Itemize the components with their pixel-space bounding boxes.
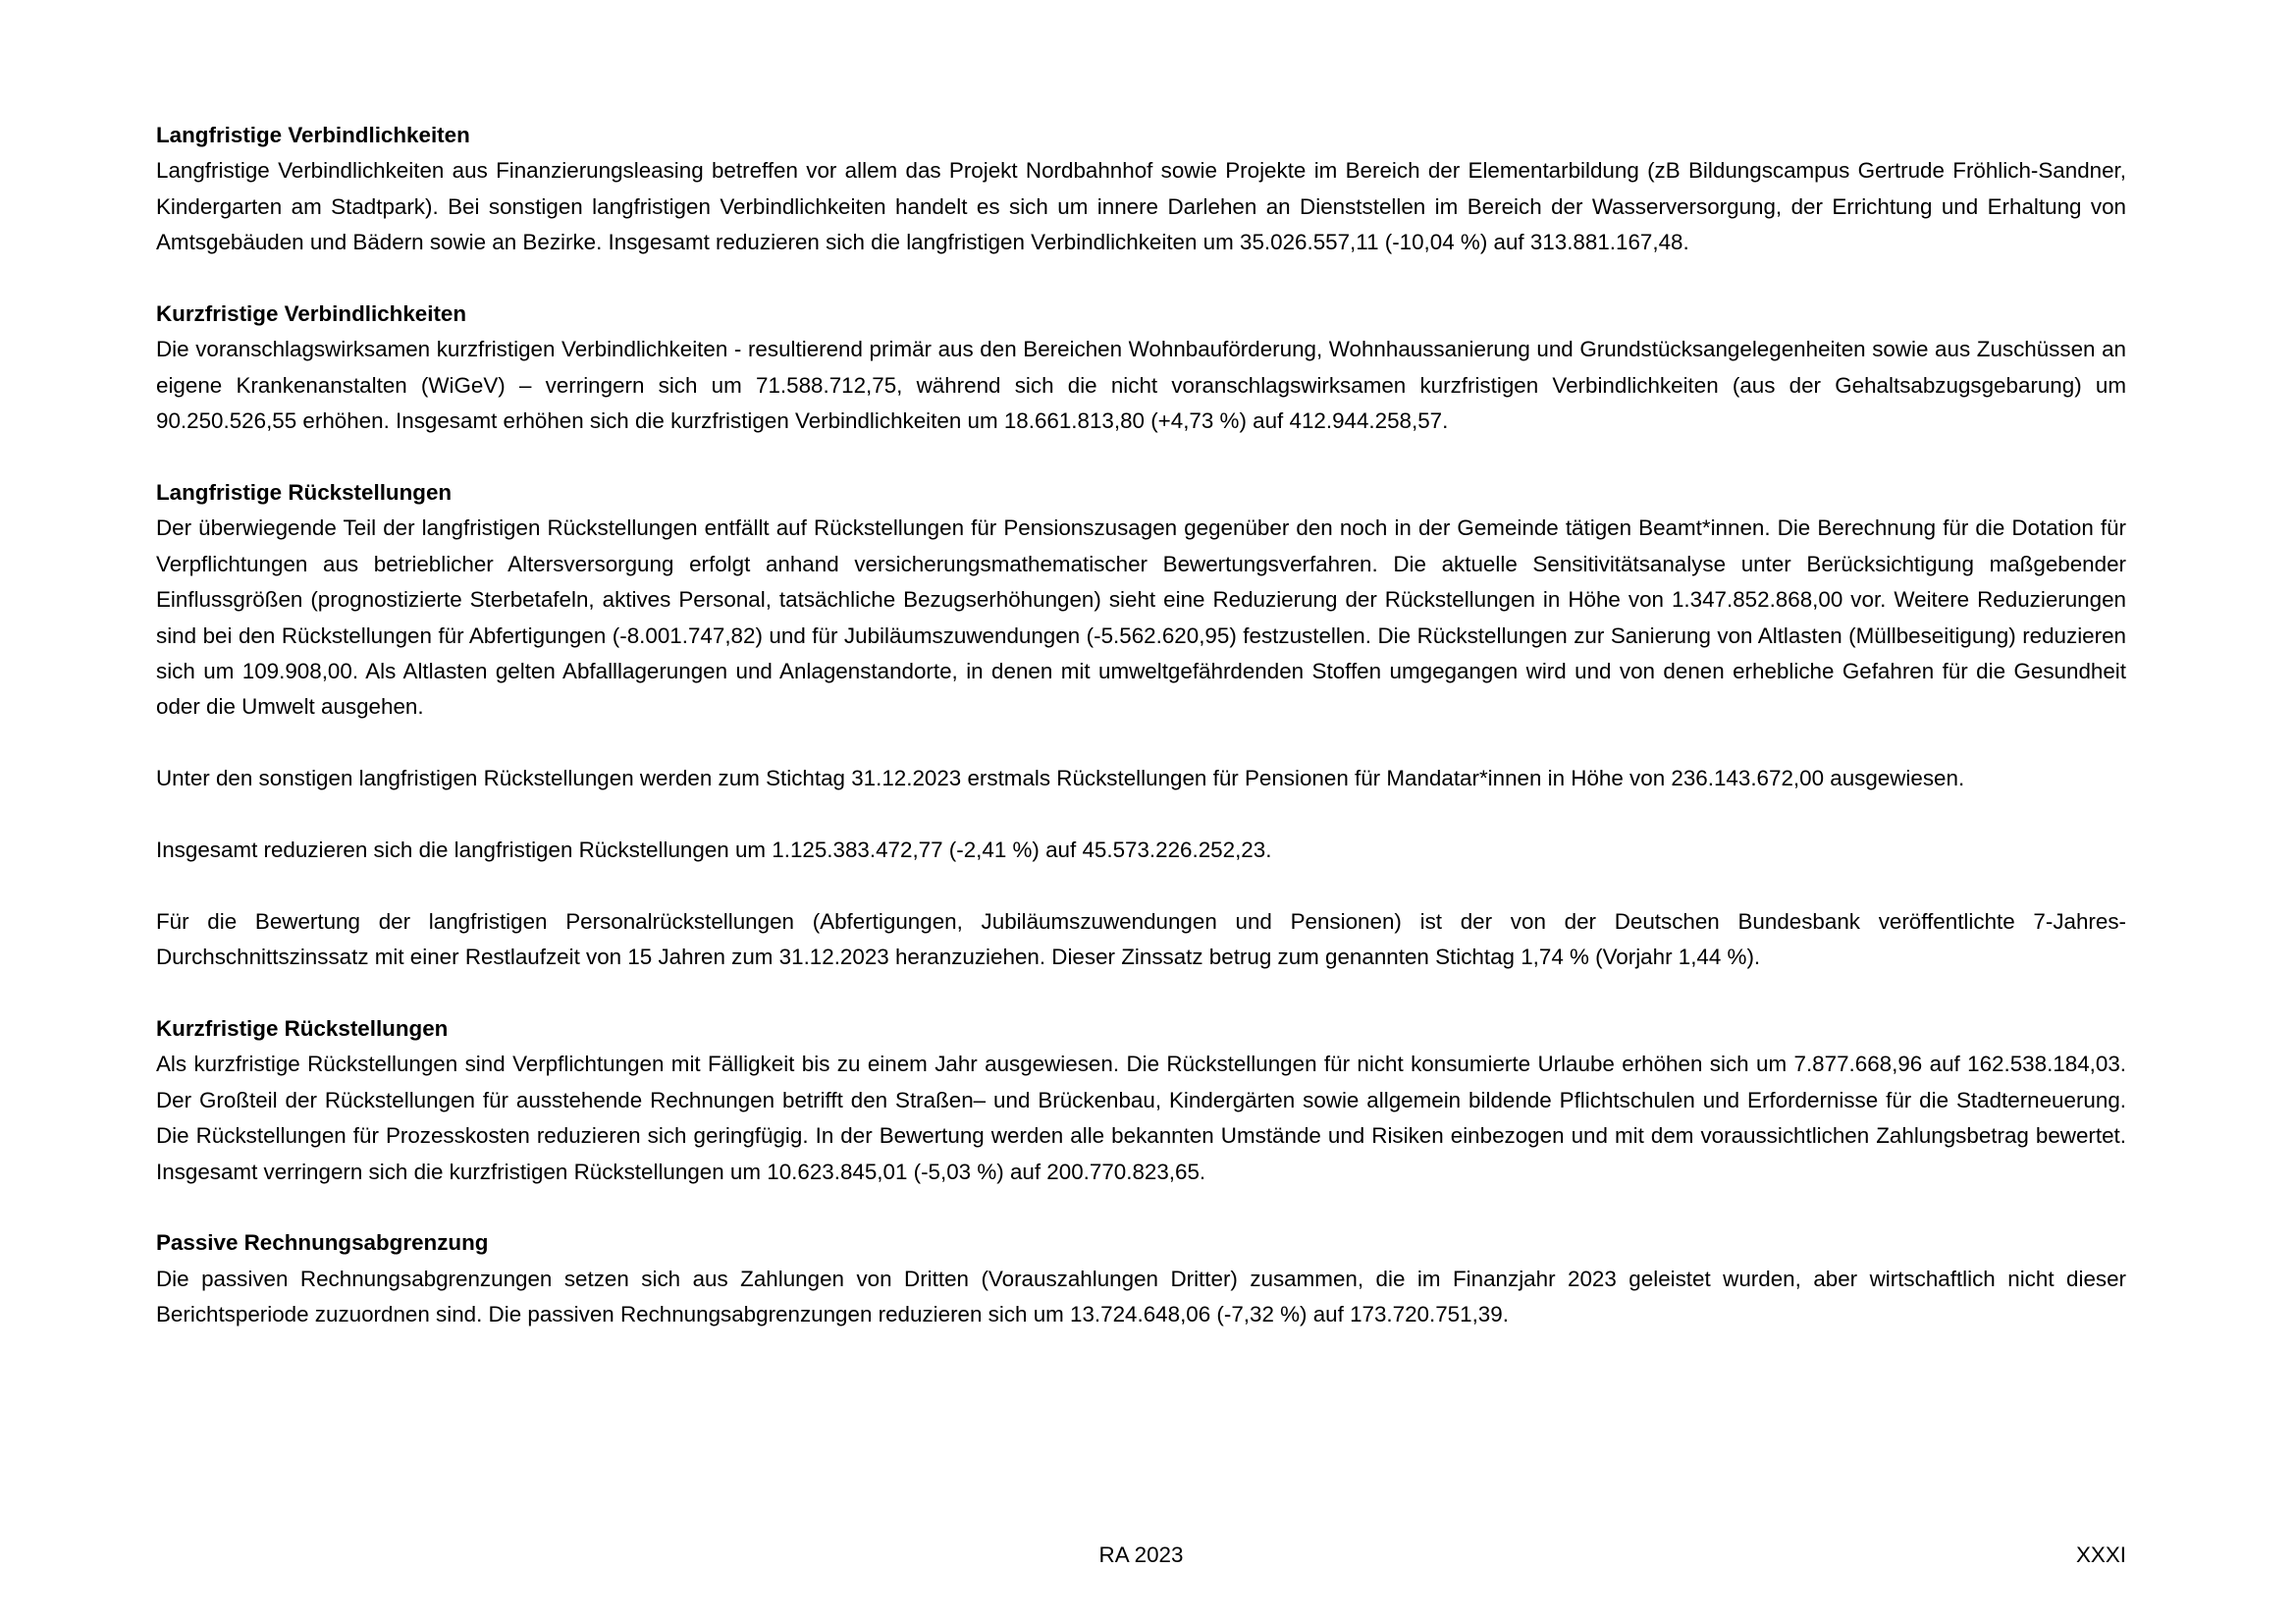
section-heading: Langfristige Rückstellungen xyxy=(156,480,453,506)
paragraph: Insgesamt reduzieren sich die langfristigen Rückstellungen um 1.125.383.472,77 (-2,41 %) auf 45.573.226.252,23. xyxy=(156,838,1272,863)
section-kurzfristige-rueckstellungen xyxy=(156,1011,2126,1190)
paragraph: Die passiven Rechnungsabgrenzungen setzen sich aus Zahlungen von Dritten (Vorauszahlungen Dritter) zusammen, die im Finanzjahr 2023 geleistet wurden, aber wirtschaftlich nicht dieser Berichtsperiode zuzuordnen sind. Die passiven Rechnungsabgrenzungen reduzieren sich um 13.724.648,06 (-7,32 %) auf 173.720.751,39. xyxy=(156,1266,2126,1327)
section-heading: Kurzfristige Rückstellungen xyxy=(156,1016,449,1042)
section-langfristige-verbindlichkeiten xyxy=(156,118,2126,261)
section-passive-rechnungsabgrenzung xyxy=(156,1225,2126,1332)
footer-report-label: RA 2023 xyxy=(1098,1542,1184,1567)
paragraph: Der überwiegende Teil der langfristigen Rückstellungen entfällt auf Rückstellungen für Pensionszusagen gegenüber den noch in der Gemeinde tätigen Beamt*innen. Die Berechnung für die Dotation für Verpflichtungen aus betrieblicher Altersversorgung erfolgt anhand versicherungsmathematischer Bewertungsverfahren. Die aktuelle Sensitivitätsanalyse unter Berücksichtigung maßgebender Einflussgrößen (prognostizierte Sterbetafeln, aktives Personal, tatsächliche Bezugserhöhungen) sieht eine Reduzierung der Rückstellungen in Höhe von 1.347.852.868,00 vor. Weitere Reduzierungen sind bei den Rückstellungen für Abfertigungen (-8.001.747,82) und für Jubiläumszuwendungen (-5.562.620,95) festzustellen. Die Rückstellungen zur Sanierung von Altlasten (Müllbeseitigung) reduzieren sich um 109.908,00. Als Altlasten gelten Abfalllagerungen und Anlagenstandorte, in denen mit umweltgefährdenden Stoffen umgegangen wird und von denen erhebliche Gefahren für die Gesundheit oder die Umwelt ausgehen. xyxy=(156,515,2126,720)
paragraph: Als kurzfristige Rückstellungen sind Verpflichtungen mit Fälligkeit bis zu einem Jahr ausgewiesen. Die Rückstellungen für nicht konsumierte Urlaube erhöhen sich um 7.877.668,96 auf 162.538.184,03. Der Großteil der Rückstellungen für ausstehende Rechnungen betrifft den Straßen– und Brückenbau, Kindergärten sowie allgemein bildende Pflichtschulen und Erfordernisse für die Stadterneuerung. Die Rückstellungen für Prozesskosten reduzieren sich geringfügig. In der Bewertung werden alle bekannten Umstände und Risiken einbezogen und mit dem voraussichtlichen Zahlungsbetrag bewertet. Insgesamt verringern sich die kurzfristigen Rückstellungen um 10.623.845,01 (-5,03 %) auf 200.770.823,65. xyxy=(156,1052,2126,1184)
page-number: XXXI xyxy=(2075,1542,2126,1567)
section-langfristige-rueckstellungen xyxy=(156,475,2126,976)
section-heading: Langfristige Verbindlichkeiten xyxy=(156,123,470,147)
page-footer xyxy=(156,1538,2126,1573)
paragraph: Unter den sonstigen langfristigen Rückstellungen werden zum Stichtag 31.12.2023 erstmals Rückstellungen für Pensionen für Mandatar*innen in Höhe von 236.143.672,00 ausgewiesen. xyxy=(156,766,1965,791)
paragraph: Für die Bewertung der langfristigen Personalrückstellungen (Abfertigungen, Jubiläumszuwendungen und Pensionen) ist der von der Deutschen Bundesbank veröffentlichte 7-Jahres-Durchschnittszinssatz mit einer Restlaufzeit von 15 Jahren zum 31.12.2023 heranzuziehen. Dieser Zinssatz betrug zum genannten Stichtag 1,74 % (Vorjahr 1,44 %). xyxy=(156,908,2126,970)
page-content xyxy=(156,118,2126,1369)
section-kurzfristige-verbindlichkeiten xyxy=(156,297,2126,440)
paragraph: Die voranschlagswirksamen kurzfristigen Verbindlichkeiten - resultierend primär aus den Bereichen Wohnbauförderung, Wohnhaussanierung und Grundstücksangelegenheiten sowie aus Zuschüssen an eigene Krankenanstalten (WiGeV) – verringern sich um 71.588.712,75, während sich die nicht voranschlagswirksamen kurzfristigen Verbindlichkeiten (aus der Gehaltsabzugsgebarung) um 90.250.526,55 erhöhen. Insgesamt erhöhen sich die kurzfristigen Verbindlichkeiten um 18.661.813,80 (+4,73 %) auf 412.944.258,57. xyxy=(156,337,2126,434)
paragraph: Langfristige Verbindlichkeiten aus Finanzierungsleasing betreffen vor allem das Projekt Nordbahnhof sowie Projekte im Bereich der Elementarbildung (zB Bildungscampus Gertrude Fröhlich-Sandner, Kindergarten am Stadtpark). Bei sonstigen langfristigen Verbindlichkeiten handelt es sich um innere Darlehen an Dienststellen im Bereich der Wasserversorgung, der Errichtung und Erhaltung von Amtsgebäuden und Bädern sowie an Bezirke. Insgesamt reduzieren sich die langfristigen Verbindlichkeiten um 35.026.557,11 (-10,04 %) auf 313.881.167,48. xyxy=(156,158,2126,255)
section-heading: Kurzfristige Verbindlichkeiten xyxy=(156,301,467,327)
section-heading: Passive Rechnungsabgrenzung xyxy=(156,1230,489,1256)
